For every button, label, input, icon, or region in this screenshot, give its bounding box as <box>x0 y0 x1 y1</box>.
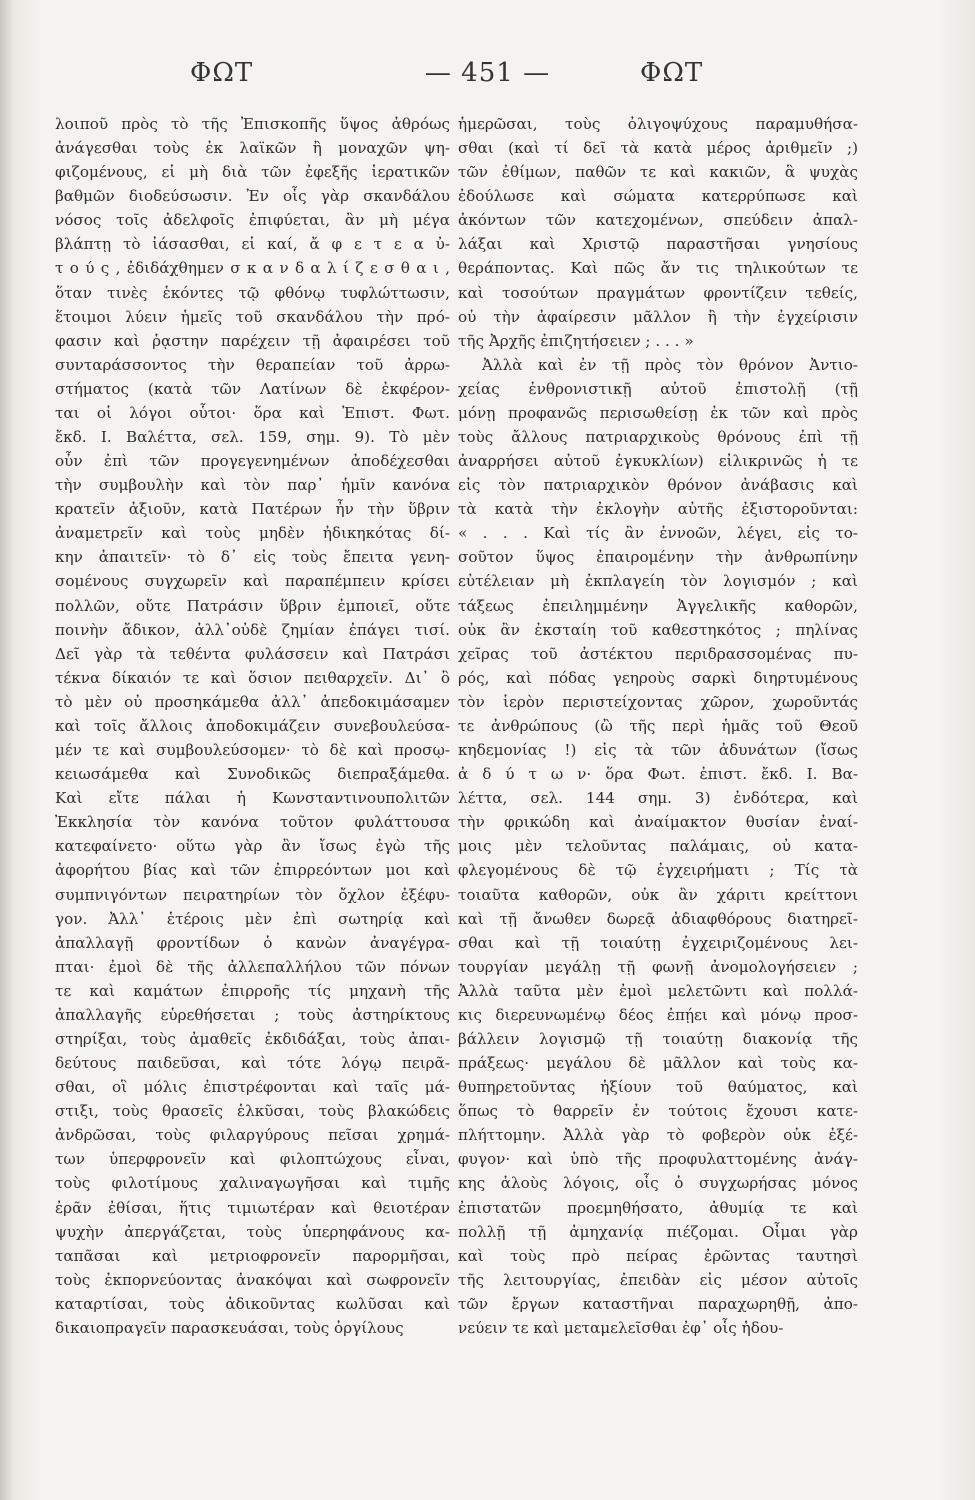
text-line: θυπηρετοῦντας ἠξίουν τοῦ θαύματος, καὶ <box>458 1078 858 1097</box>
text-line: τουργίαν μεγάλῃ τῇ φωνῇ ἀνομολογήσειεν ; <box>458 957 858 976</box>
text-line: σθαι (καὶ τί δεῖ τὰ κατὰ μέρος ἀριθμεῖν ;) <box>458 139 858 158</box>
text-line: φιζομένους, εἰ μὴ διὰ τῶν ἐφεξῆς ἱερατικῶν <box>55 163 450 182</box>
text-line: τοὺς φιλοτίμους χαλιναγωγῆσαι καὶ τιμῆς <box>55 1174 450 1193</box>
text-line: των ὑπερφρονεῖν καὶ φιλοπτώχους εἶναι, <box>55 1150 450 1169</box>
text-line: τὸ μὲν οὐ προσηκάμεθα ἀλλ᾽ ἀπεδοκιμάσαμεν <box>55 692 450 711</box>
text-line: τοὺς ἄλλους πατριαρχικοὺς θρόνους ἐπὶ τῇ <box>458 428 858 447</box>
text-line: κρατεῖν ἀξιοῦν, κατὰ Πατέρων ἦν τὴν ὕβριν <box>55 500 450 519</box>
text-line: εὐτέλειαν μὴ ἐκπλαγείη τὸν λογισμόν ; καὶ <box>458 572 858 591</box>
text-line: ποινὴν ἄδικον, ἀλλ᾽οὐδὲ ζημίαν ἐπάγει τισί. <box>55 620 450 639</box>
text-line: κης ἀλοὺς λόγοις, οἷς ὁ συγχωρήσας μόνος <box>458 1174 858 1193</box>
text-line: τὴν φρικώδη καὶ ἀναίμακτον θυσίαν ἐναί- <box>458 813 858 832</box>
text-line: ὅταν τινὲς ἑκόντες τῷ φθόνῳ τυφλώττωσιν, <box>55 283 450 302</box>
text-line: νόσος τοῖς ἀδελφοῖς ἐπιφύεται, ἂν μὴ μέγα <box>55 211 450 230</box>
text-line: ἀφορήτου βίας καὶ τῶν ἐπιρρεόντων μοι καὶ <box>55 861 450 880</box>
text-line: κατεφαίνετο· οὕτω γὰρ ἂν ἴσως ἐγὼ τῆς <box>55 837 450 856</box>
text-line: ἀναμετρεῖν καὶ τοὺς μηδὲν ἠδικηκότας δί- <box>55 524 450 543</box>
text-line: ἀ δ ύ τ ω ν· ὅρα Φωτ. ἐπιστ. ἔκδ. Ι. Βα- <box>458 765 858 784</box>
text-line: ται οἱ λόγοι οὗτοι· ὅρα καὶ Ἐπιστ. Φωτ. <box>55 403 450 422</box>
text-line: τὸν ἱερὸν περιστείχοντας χῶρον, χωροῦντάς <box>458 692 858 711</box>
text-line: πράξεως· μεγάλου δὲ μᾶλλον καὶ τοὺς κα- <box>458 1054 858 1073</box>
text-line: πολλῇ τῇ ἀμηχανίᾳ πιέζομαι. Οἶμαι γὰρ <box>458 1222 858 1241</box>
text-line: ἐπιστατῶν προεμηθήσατο, ἀθυμίᾳ τε καὶ <box>458 1198 858 1217</box>
text-line: συμπνιγόντων πειρατηρίων τὸν ὄχλον ἐξέφυ- <box>55 885 450 904</box>
text-line: ἀναρρήσει αὐτοῦ ἐγκυκλίων) εἰλικρινῶς ἡ τε <box>458 452 858 471</box>
text-line: Ἀλλὰ καὶ ἐν τῇ πρὸς τὸν θρόνον Ἀντιο- <box>482 355 858 374</box>
text-line: βαθμῶν διοδεύσωσιν. Ἐν οἷς γὰρ σκανδάλου <box>55 187 450 206</box>
text-line: κειωσάμεθα καὶ Συνοδικῶς διεπραξάμεθα. <box>55 765 450 784</box>
text-line: ταπᾶσαι καὶ μετριοφρονεῖν παρορμῆσαι, <box>55 1246 450 1265</box>
header-right: ΦΩΤ <box>640 58 704 88</box>
text-line: χείας ἐνθρονιστικῇ αὐτοῦ ἐπιστολῇ (τῇ <box>458 379 858 398</box>
header-left: ΦΩΤ <box>190 58 254 88</box>
text-line: καὶ τοῖς ἄλλοις ἀποδοκιμάζειν συνεβουλεύσα- <box>55 716 450 735</box>
text-line: μέν τε καὶ συμβουλεύσομεν· τὸ δὲ καὶ προσῳ- <box>55 741 450 760</box>
text-line: στιξι, τοὺς θρασεῖς ἑλκῦσαι, τοὺς βλακώδεις <box>55 1102 450 1121</box>
text-line: καὶ τοὺς πρὸ πείρας ἐρῶντας ταυτησὶ <box>458 1246 858 1265</box>
text-line: κηδεμονίας !) εἰς τὰ τῶν ἀδυνάτων (ἴσως <box>458 741 858 760</box>
text-line: βάλλειν λογισμῷ τῇ τοιαύτῃ διακονίᾳ τῆς <box>458 1029 858 1048</box>
text-line: Ἀλλὰ ταῦτα μὲν ἐμοὶ μελετῶντι καὶ πολλά- <box>458 981 858 1000</box>
text-line: τε καὶ καμάτων ἐπιρροῆς τίς μηχανὴ τῆς <box>55 981 450 1000</box>
text-line: δικαιοπραγεῖν παρασκευάσαι, τοὺς ὀργίλους <box>55 1318 404 1337</box>
text-line: σθαι καὶ τῇ τοιαύτῃ ἐγχειριζομένους λει- <box>458 933 858 952</box>
text-line: ἔκδ. Ι. Βαλέττα, σελ. 159, σημ. 9). Τὸ μὲν <box>55 428 450 447</box>
text-line: καὶ τοσούτων πραγμάτων φροντίζειν τεθείς, <box>458 283 858 302</box>
text-line: φασιν καὶ ῥᾳστην παρέχειν τῇ ἀφαιρέσει τοῦ <box>55 331 450 350</box>
text-line: πλήττομην. Ἀλλὰ γὰρ τὸ φοβερὸν οὐκ ἐξέ- <box>458 1126 858 1145</box>
text-line: τοὺς ἐκπορνεύοντας ἀνακόψαι καὶ σωφρονεῖν <box>55 1270 450 1289</box>
text-line: γον. Ἀλλ᾽ ἑτέροις μὲν ἐπὶ σωτηρίᾳ καὶ <box>55 909 450 928</box>
text-line: ψυχὴν ἀπεργάζεται, τοὺς ὑπερηφάνους κα- <box>55 1222 450 1241</box>
text-line: ἀκόντων τῶν κατεχομένων, σπεύδειν ἀπαλ- <box>458 211 858 230</box>
text-line: σθαι, οἳ μόλις ἐπιστρέφονται καὶ ταῖς μά- <box>55 1078 450 1097</box>
text-line: ἐρᾶν ἐθίσαι, ἥτις τιμιωτέραν καὶ θειοτέραν <box>55 1198 450 1217</box>
text-line: τῆς λειτουργίας, ἐπειδὰν εἰς μέσον αὐτοῖς <box>458 1270 858 1289</box>
text-line: νεύειν τε καὶ μεταμελεῖσθαι ἐφ᾽ οἷς ἡδου- <box>458 1318 784 1337</box>
text-line: ἀπαλλαγῆς εὑρεθήσεται ; τοὺς ἀστηρίκτους <box>55 1005 450 1024</box>
text-line: τάξεως ἐπειλημμένην Ἀγγελικῆς καθορῶν, <box>458 596 858 615</box>
right-column <box>458 112 858 1340</box>
text-line: καὶ τῇ ἄνωθεν δωρεᾷ ἀδιαφθόρους διατηρεῖ- <box>458 909 858 928</box>
text-line: κην ἀπαιτεῖν· τὸ δ᾽ εἰς τοὺς ἔπειτα γενη- <box>55 548 450 567</box>
text-line: ἡμερῶσαι, τοὺς ὀλιγοψύχους παραμυθήσα- <box>458 115 858 133</box>
text-line: στήματος (κατὰ τῶν Λατίνων δὲ ἐκφέρον- <box>55 379 450 398</box>
text-line: λέττα, σελ. 144 σημ. 3) ἐνδότερα, καὶ <box>458 789 858 808</box>
text-line: οὖν ἐπὶ τῶν προγεγενημένων ἀποδέχεσθαι <box>55 452 450 471</box>
text-line: τῶν ἔργων καταστῆναι παραχωρηθῇ, ἀπο- <box>458 1294 858 1313</box>
text-line: Δεῖ γὰρ τὰ τεθέντα φυλάσσειν καὶ Πατράσι <box>55 644 450 663</box>
text-line: τ ο ύ ς , ἐδιδάχθημεν σ κ α ν δ α λ ί ζ ε σ θ α ι , <box>55 259 450 278</box>
column-divider <box>452 120 453 1460</box>
text-line: ἕτοιμοι λύειν ἡμεῖς τοῦ σκανδάλου τὴν πρό- <box>55 307 450 326</box>
text-line: ἀπαλλαγῇ φροντίδων ὁ κανὼν ἀναγέγρα- <box>55 933 450 952</box>
text-line: ἀνάγεσθαι τοὺς ἐκ λαϊκῶν ἢ μοναχῶν ψη- <box>55 139 450 158</box>
text-line: πολλῶν, οὔτε Πατράσιν ὕβριν ἐμποιεῖ, οὔτε <box>55 596 450 615</box>
left-column <box>55 112 450 1340</box>
text-line: δεύτους παιδεῦσαι, καὶ τότε λόγῳ πειρᾶ- <box>55 1054 450 1073</box>
text-line: τῶν ἐθίμων, παθῶν τε καὶ κακιῶν, ἃ ψυχὰς <box>458 163 858 182</box>
text-line: τοιαῦτα καθορῶν, οὐκ ἂν χάριτι κρείττονι <box>458 885 858 904</box>
text-line: τὴν συμβουλὴν καὶ τὸν παρ᾽ ἡμῖν κανόνα <box>55 476 450 495</box>
text-line: φυγον· καὶ ὑπὸ τῆς προφυλαττομένης ἀνάγ- <box>458 1150 858 1169</box>
text-line: ρός, καὶ πόδας γεηροὺς σαρκὶ διηρτυμένους <box>458 668 858 687</box>
page-header <box>0 58 975 98</box>
text-line: σομένους συγχωρεῖν καὶ παραπέμπειν κρίσει <box>55 572 450 591</box>
text-line: οὐκ ἂν ἐκσταίη τοῦ καθεστηκότος ; πηλίνας <box>458 620 858 639</box>
text-line: εἰς τὸν πατριαρχικὸν θρόνον ἀνάβασις καὶ <box>458 476 858 495</box>
text-line: ὅπως τὸ θαρρεῖν ἐν τούτοις ἔχουσι κατε- <box>458 1102 858 1121</box>
text-line: βλάπτῃ τὸ ἰάσασθαι, εἰ καί, ἄ φ ε τ ε α ὐ- <box>55 235 450 254</box>
text-line: τέκνα δίκαιόν τε καὶ ὅσιον πειθαρχεῖν. Δι᾽ ὃ <box>55 668 450 687</box>
text-line: στηρίξαι, τοὺς ἀμαθεῖς ἐκδιδάξαι, τοὺς ἀπαι- <box>55 1029 450 1048</box>
text-line: λάξαι καὶ Χριστῷ παραστῆσαι γνησίους <box>458 235 858 254</box>
text-line: ἀνδρῶσαι, τοὺς φιλαργύρους πεῖσαι χρημά- <box>55 1126 450 1145</box>
text-line: οὐ τὴν ἀφαίρεσιν μᾶλλον ἢ τὴν ἐγχείρισιν <box>458 307 858 326</box>
text-line: μοις μὲν τελοῦντας παλάμαις, οὐ κατα- <box>458 837 858 856</box>
page-number: — 451 — <box>424 58 551 88</box>
text-line: σοῦτον ὕψος ἐπαιρομένην τὴν ἀνθρωπίνην <box>458 548 858 567</box>
text-line: Καὶ εἴτε πάλαι ἡ Κωνσταντινουπολιτῶν <box>55 789 450 808</box>
text-line: θεράποντας. Καὶ πῶς ἄν τις τηλικούτων τε <box>458 259 858 278</box>
text-line: τε ἀνθρώπους (ὢ τῆς περὶ ἡμᾶς τοῦ Θεοῦ <box>458 716 858 735</box>
text-line: λοιποῦ πρὸς τὸ τῆς Ἐπισκοπῆς ὕψος ἀθρόως <box>55 115 450 133</box>
text-line: τῆς Ἀρχῆς ἐπιζητήσειεν ; . . . » <box>458 331 694 350</box>
text-line: φλεγομένους δὲ τῷ ἐγχειρήματι ; Τίς τὰ <box>458 861 858 880</box>
text-line: κις διερευνωμένῳ δέος ἐπῄει καὶ μόνῳ προσ- <box>458 1005 858 1024</box>
text-line: μόνῃ προφανῶς περισωθείσῃ ἐκ τῶν καὶ πρὸς <box>458 403 858 422</box>
text-line: πται· ἐμοὶ δὲ τῆς ἀλλεπαλλήλου τῶν πόνων <box>55 957 450 976</box>
text-line: χεῖρας τοῦ ἀστέκτου περιδρασσομένας πυ- <box>458 644 858 663</box>
text-line: Ἐκκλησία τὸν κανόνα τοῦτον φυλάττουσα <box>55 813 450 832</box>
text-line: καταρτίσαι, τοὺς ἀδικοῦντας κωλῦσαι καὶ <box>55 1294 450 1313</box>
text-line: « . . . Καὶ τίς ἂν ἐννοῶν, λέγει, εἰς το- <box>458 524 858 543</box>
text-line: τὰ κατὰ τὴν ἐκλογὴν αὐτῆς ἐξιστοροῦνται: <box>458 500 858 519</box>
text-line: ἐδούλωσε καὶ σώματα κατερρύπωσε καὶ <box>458 187 858 206</box>
text-line: συνταράσσοντος τὴν θεραπείαν τοῦ ἀρρω- <box>55 355 450 374</box>
